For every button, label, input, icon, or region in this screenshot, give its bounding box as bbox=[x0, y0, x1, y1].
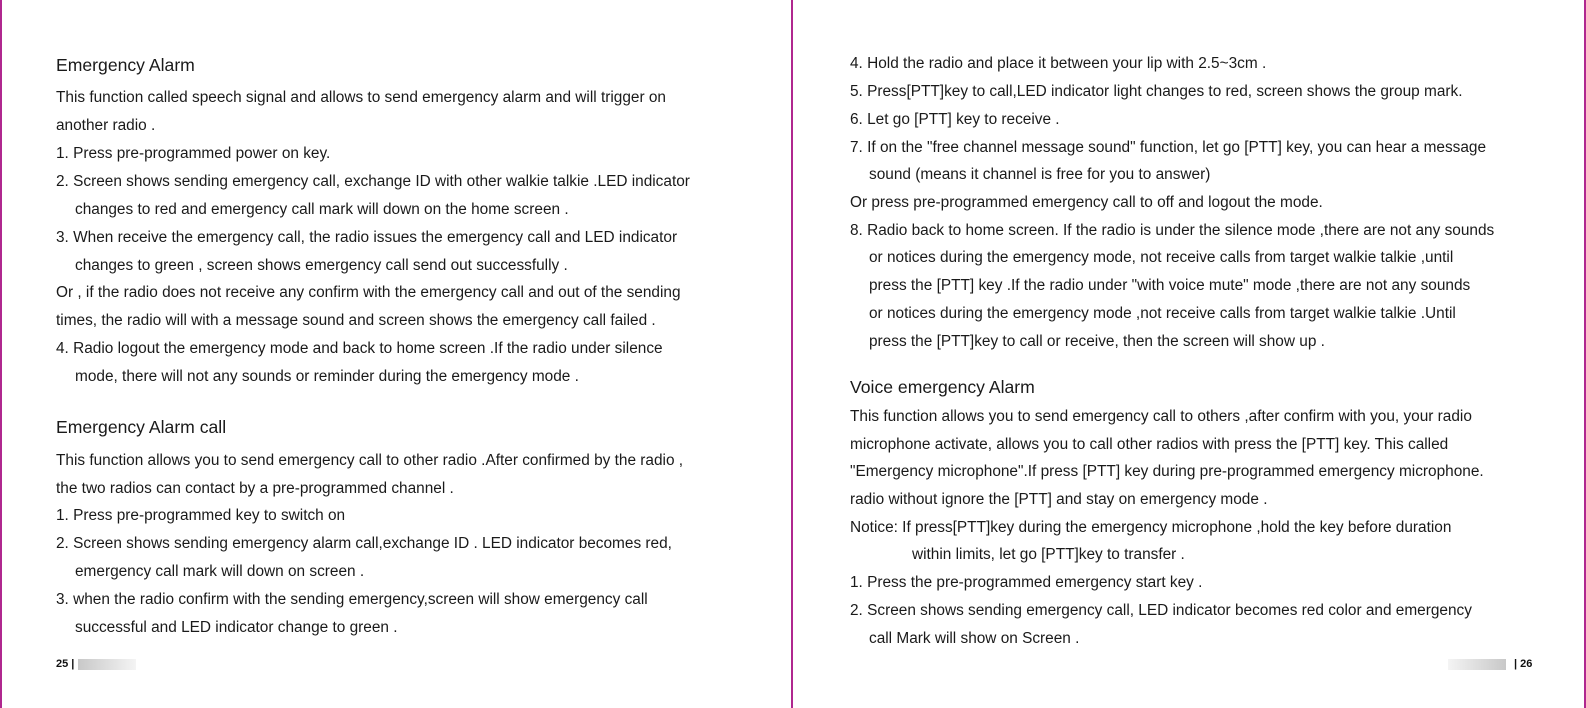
list-item: 1. Press pre-programmed key to switch on bbox=[56, 507, 346, 524]
list-item-continuation: mode, there will not any sounds or reminder during the emergency mode . bbox=[75, 368, 579, 385]
list-item: 2. Screen shows sending emergency call, exchange ID with other walkie talkie .LED indicator bbox=[56, 173, 690, 190]
page-number-bar-left bbox=[78, 659, 136, 670]
paragraph-line: This function allows you to send emergency call to others ,after confirm with you, your radio bbox=[850, 408, 1472, 425]
paragraph-line: Or press pre-programmed emergency call to off and logout the mode. bbox=[850, 194, 1323, 211]
list-item: 2. Screen shows sending emergency alarm call,exchange ID . LED indicator becomes red, bbox=[56, 535, 672, 552]
list-item-continuation: press the [PTT]key to call or receive, then the screen will show up . bbox=[869, 333, 1325, 350]
list-item-continuation: or notices during the emergency mode, not receive calls from target walkie talkie ,until bbox=[869, 249, 1454, 266]
heading-emergency-alarm-call: Emergency Alarm call bbox=[56, 417, 227, 437]
list-item: 3. When receive the emergency call, the radio issues the emergency call and LED indicator bbox=[56, 229, 678, 246]
list-item: 2. Screen shows sending emergency call, LED indicator becomes red color and emergency bbox=[850, 602, 1472, 619]
list-item-continuation: successful and LED indicator change to green . bbox=[75, 619, 398, 636]
paragraph-line: This function allows you to send emergency call to other radio .After confirmed by the radio , bbox=[56, 452, 684, 469]
heading-emergency-alarm: Emergency Alarm bbox=[56, 55, 195, 75]
page-border-left bbox=[0, 0, 2, 708]
list-item-continuation: call Mark will show on Screen . bbox=[869, 630, 1080, 647]
paragraph-line: the two radios can contact by a pre-programmed channel . bbox=[56, 480, 454, 497]
page-divider bbox=[791, 0, 793, 708]
list-item: 4. Radio logout the emergency mode and back to home screen .If the radio under silence bbox=[56, 340, 663, 357]
list-item: 5. Press[PTT]key to call,LED indicator light changes to red, screen shows the group mark. bbox=[850, 83, 1463, 100]
list-item: 3. when the radio confirm with the sending emergency,screen will show emergency call bbox=[56, 591, 648, 608]
list-item: 1. Press the pre-programmed emergency start key . bbox=[850, 574, 1203, 591]
paragraph-line: Or , if the radio does not receive any confirm with the emergency call and out of the sending bbox=[56, 284, 681, 301]
left-page bbox=[56, 0, 756, 708]
list-item: 7. If on the "free channel message sound" function, let go [PTT] key, you can hear a message bbox=[850, 139, 1487, 156]
notice-line: Notice: If press[PTT]key during the emergency microphone ,hold the key before duration bbox=[850, 519, 1452, 536]
paragraph-line: radio without ignore the [PTT] and stay on emergency mode . bbox=[850, 491, 1268, 508]
page-number-right: | 26 bbox=[1514, 658, 1533, 670]
paragraph-line: This function called speech signal and allows to send emergency alarm and will trigger on bbox=[56, 89, 666, 106]
page-number-bar-right bbox=[1448, 659, 1506, 670]
list-item: 6. Let go [PTT] key to receive . bbox=[850, 111, 1060, 128]
list-item: 1. Press pre-programmed power on key. bbox=[56, 145, 331, 162]
page-number-left: 25 | bbox=[56, 658, 75, 670]
list-item-continuation: press the [PTT] key .If the radio under "with voice mute" mode ,there are not any sounds bbox=[869, 277, 1471, 294]
notice-continuation: within limits, let go [PTT]key to transfer . bbox=[912, 546, 1185, 563]
list-item: 8. Radio back to home screen. If the radio is under the silence mode ,there are not any sounds bbox=[850, 222, 1495, 239]
heading-voice-emergency-alarm: Voice emergency Alarm bbox=[850, 377, 1035, 397]
paragraph-line: microphone activate, allows you to call other radios with press the [PTT] key. This called bbox=[850, 436, 1449, 453]
list-item-continuation: sound (means it channel is free for you to answer) bbox=[869, 166, 1211, 183]
paragraph-line: another radio . bbox=[56, 117, 156, 134]
list-item-continuation: or notices during the emergency mode ,not receive calls from target walkie talkie .Until bbox=[869, 305, 1456, 322]
right-page bbox=[850, 0, 1550, 708]
list-item-continuation: changes to red and emergency call mark will down on the home screen . bbox=[75, 201, 569, 218]
list-item-continuation: emergency call mark will down on screen . bbox=[75, 563, 365, 580]
paragraph-line: "Emergency microphone".If press [PTT] key during pre-programmed emergency microphone. bbox=[850, 463, 1484, 480]
list-item: 4. Hold the radio and place it between your lip with 2.5~3cm . bbox=[850, 55, 1267, 72]
list-item-continuation: changes to green , screen shows emergency call send out successfully . bbox=[75, 257, 568, 274]
paragraph-line: times, the radio will with a message sound and screen shows the emergency call failed . bbox=[56, 312, 656, 329]
